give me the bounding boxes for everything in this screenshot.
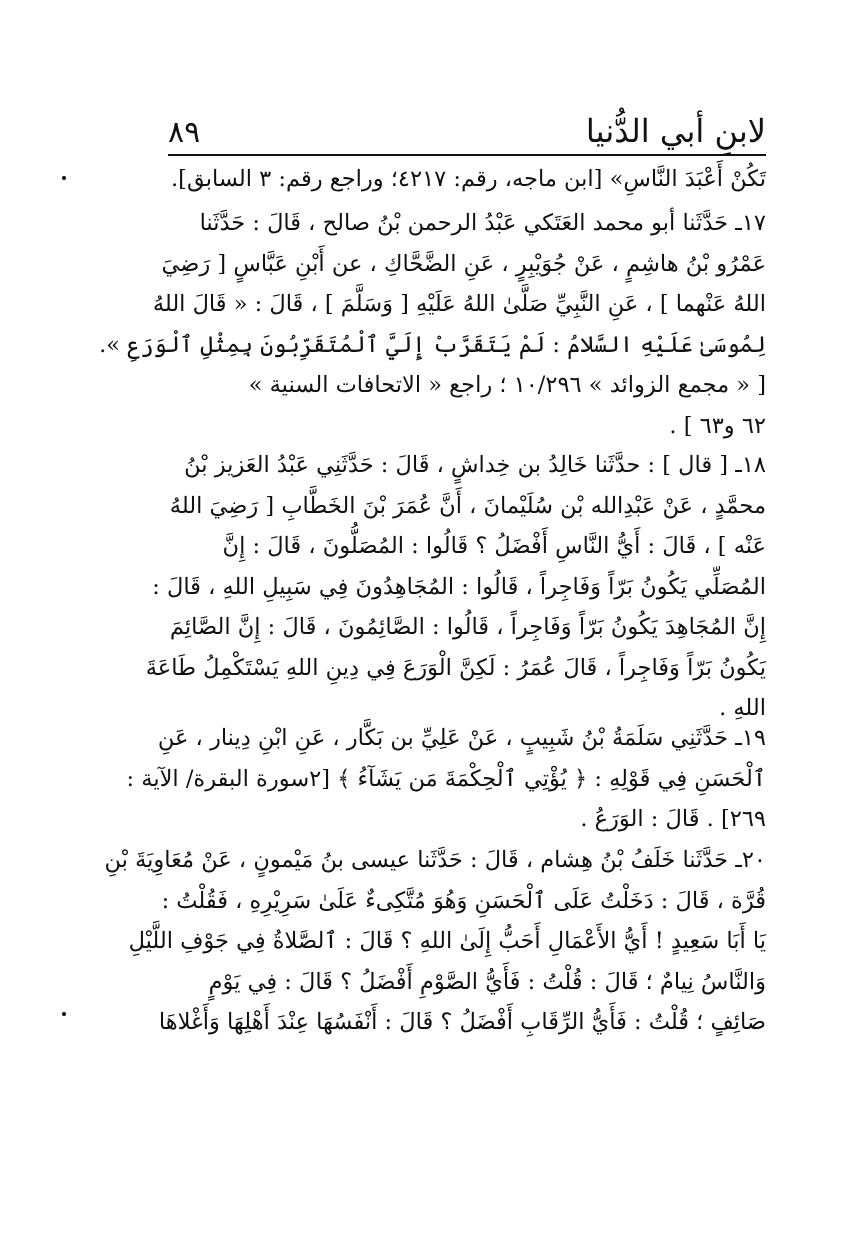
paragraph-17 <box>99 203 766 446</box>
text-line: قُرَّة ، قَالَ : دَخَلْتُ عَلَى ٱلْحَسَنِ وَهُوَ مُتَّكِىءٌ عَلَىٰ سَرِيْرِهِ ، فَقُلْتُ : <box>161 887 766 914</box>
text-line: ٦٢ و٦٣ ] . <box>669 412 766 439</box>
text-line: إِنَّ المُجَاهِدَ يَكُونُ بَرّاً وَفَاجِراً ، قَالُوا : الصَّائِمُونَ ، قَالَ : إِنَّ الصَّائِمَ <box>169 614 766 640</box>
margin-dot <box>62 176 66 180</box>
page-number: ٨٩ <box>168 115 201 150</box>
paragraph-20 <box>104 840 766 1043</box>
text-line: عَمْرُو بْنُ هاشِمٍ ، عَنْ جُوَيْبِرٍ ، عَنِ الضَّحَّاكِ ، عن أَبْنِ عَبَّاسٍ [ رَضِيَ <box>161 250 766 277</box>
text-line: يَا أَبَا سَعِيدٍ ! أَيُّ الأَعْمَالِ أَحَبُّ إِلَىٰ اللهِ ؟ قَالَ : ٱلصَّلاةُ فِي جَوْفِ اللَّيْلِ <box>128 928 766 954</box>
text-line: المُصَلِّي يَكُونُ بَرّاً وَفَاجِراً ، قَالُوا : المُجَاهِدُونَ فِي سَبِيلِ اللهِ ، قَالَ : <box>152 573 766 600</box>
margin-dot <box>62 1012 66 1016</box>
paragraph-18 <box>145 445 766 729</box>
text-line: وَالنَّاسُ نِيامٌ ؛ قَالَ : قُلْتُ : فَأَيُّ الصَّوْمِ أَفْضَلُ ؟ قَالَ : فِي يَوْمٍ <box>208 968 766 995</box>
text-line: ١٨ـ [ قال ] : حدَّثَنا خَالِدُ بن خِداشٍ ، قَالَ : حَدَّثَنِي عَبْدُ العَزيز بْنُ <box>184 452 766 478</box>
text-line: عَنْه ] ، قَالَ : أَيُّ النَّاسِ أَفْضَلُ ؟ قَالُوا : المُصَلُّونَ ، قَالَ : إِنَّ <box>222 533 766 559</box>
text-line: ٢٦٩] . قَالَ : الوَرَعُ . <box>580 806 766 832</box>
header-rule <box>168 154 766 156</box>
text-line: ٢٠ـ حَدَّثَنا خَلَفُ بْنُ هِشام ، قَالَ : حَدَّثَنا عيسى بنُ مَيْمونٍ ، عَنْ مُعَاوِيَةَ بْنِ <box>104 847 766 873</box>
paragraph-continuation <box>168 159 766 200</box>
text-line: اللهِ . <box>719 695 766 721</box>
text-line: يَكُونُ بَرّاً وَفَاجِراً ، قَالَ عُمَرُ : لَكِنَّ الْوَرَعَ فِي دِينِ اللهِ يَسْتَكْمِلُ طَاعَةَ <box>145 654 766 681</box>
text-line: [ « مجمع الزوائد » ١٠/٢٩٦ ؛ راجع « الاتحافات السنية » <box>248 372 766 398</box>
text-line: صَائِفٍ ؛ قُلْتُ : فَأَيُّ الرِّقَابِ أَفْضَلُ ؟ قَالَ : أَنْفَسُهَا عِنْدَ أَهْلِهَا وَأَغْلاهَا <box>158 1009 766 1035</box>
text-line: ١٩ـ حَدَّثَنِي سَلَمَةُ بْنُ شَبِيبٍ ، عَنْ عَلِيِّ بن بَكَّار ، عَنِ ابْنِ دِينار ، عَنِ <box>157 725 766 751</box>
paragraph-19 <box>126 718 766 840</box>
text-line: ١٧ـ حَدَّثَنا أبو محمد العَتَكي عَبْدُ الرحمن بْنُ صالح ، قَالَ : حَدَّثَنا <box>199 210 766 236</box>
running-title: لابنِ أبي الدُّنيا <box>585 112 766 150</box>
text-line: تَكُنْ أَعْبَدَ النَّاسِ» [ابن ماجه، رقم: ٤٢١٧؛ وراجع رقم: ٣ السابق]. <box>171 166 766 192</box>
text-line: اللهُ عَنْهما ] ، عَنِ النَّبِيِّ صَلَّىٰ اللهُ عَلَيْهِ [ وَسَلَّمَ ] ، قَالَ : « قَالَ اللهُ <box>152 291 766 317</box>
page-header <box>168 104 766 150</box>
text-line: محمَّدٍ ، عَنْ عَبْدِالله بْن سُلَيْمانَ ، أَنَّ عُمَرَ بْنَ الخَطَّابِ [ رَضِيَ اللهُ <box>169 492 766 519</box>
text-line: لِمُوسَىٰ عَلَيْهِ السَّلامُ : لَمْ يَتَقَرَّبْ إِلَيَّ ٱلْمُتَقَرِّبُونَ بِمِثْلِ ٱلْوَرَعِ ». <box>99 331 766 358</box>
text-line: ٱلْحَسَنِ فِي قَوْلِهِ : ﴿ يُؤْتِي ٱلْحِكْمَةَ مَن يَشَآءُ ﴾ [٢سورة البقرة/ الآية : <box>126 765 766 792</box>
